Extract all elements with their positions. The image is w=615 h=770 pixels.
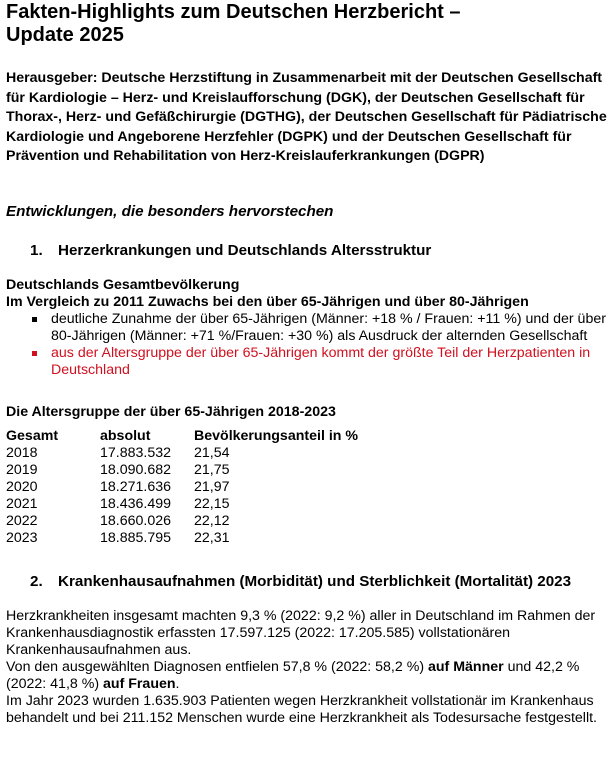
population-subheading: Deutschlands Gesamtbevölkerung (6, 276, 240, 293)
cell-year: 2018 (6, 444, 38, 461)
section-1-heading (6, 241, 611, 260)
gender-split-paragraph (6, 659, 611, 693)
cell-year: 2021 (6, 495, 38, 512)
patients-deaths-paragraph: Im Jahr 2023 wurden 1.635.903 Patienten wegen Herzkrankheit vollstationär im Krankenhaus behandelt und bei 211.152 Menschen wurde eine Herzkrankheit als Todesursache festgestellt. (6, 692, 597, 726)
table-row (6, 445, 358, 462)
title-line-1: Fakten-Highlights zum Deutschen Herzbericht – (6, 1, 461, 23)
cell-absolute: 18.885.795 (100, 529, 172, 546)
cell-absolute: 18.436.499 (100, 495, 172, 512)
cell-absolute: 18.271.636 (100, 478, 172, 495)
table-header-row (6, 428, 358, 445)
table-row (6, 479, 358, 496)
cell-year: 2023 (6, 529, 38, 546)
hospital-admissions-paragraph: Herzkrankheiten insgesamt machten 9,3 % (2022: 9,2 %) aller in Deutschland im Rahmen der Krankenhausdiagnostik erfassten 17.597.125 (2022: 17.205.585) vollstationären Krankenhausaufnahmen aus. (6, 607, 596, 658)
cell-year: 2022 (6, 512, 38, 529)
cell-share: 21,75 (194, 461, 230, 478)
age-table-title: Die Altersgruppe der über 65-Jährigen 2018-2023 (6, 403, 336, 420)
cell-share: 21,54 (194, 444, 230, 461)
cell-absolute: 18.090.682 (100, 461, 172, 478)
table-row (6, 462, 358, 479)
women-emphasis: auf Frauen (103, 675, 176, 692)
cell-share: 22,15 (194, 495, 230, 512)
age-group-table (6, 428, 358, 547)
gender-split-text: . (175, 675, 180, 692)
bullet-text: aus der Altersgruppe der über 65-Jährigen kommt der größte Teil der Herzpatienten in Deutschland (51, 344, 591, 378)
section-2-title: Krankenhausaufnahmen (Morbidität) und Sterblichkeit (Mortalität) 2023 (58, 572, 572, 590)
table-row (6, 513, 358, 530)
table-row (6, 496, 358, 513)
population-bullet-list (6, 311, 611, 379)
table-row (6, 530, 358, 547)
column-header-share: Bevölkerungsanteil in % (194, 427, 358, 444)
column-header-year: Gesamt (6, 427, 59, 444)
men-emphasis: auf Männer (428, 658, 504, 675)
publisher-statement: Herausgeber: Deutsche Herzstiftung in Zusammenarbeit mit der Deutschen Gesellschaft für Kardiologie – Herz- und Kreislaufforschung (DGK), der Deutschen Gesellschaft für Thorax-, Herz- und Gefäßchirurgie (DGTHG), der Deutschen Gesellschaft für Pädiatrische Kardiologie und Angeborene Herzfehler (DGPK) und der Deutschen Gesellschaft für Prävention und Rehabilitation von Herz-Kreislauferkrankungen (DGPR) (6, 70, 607, 165)
cell-year: 2020 (6, 478, 38, 495)
cell-absolute: 18.660.026 (100, 512, 172, 529)
bullet-text: deutliche Zunahme der über 65-Jährigen (Männer: +18 % / Frauen: +11 %) und der über 80-Jährigen (Männer: +71 %/Frauen: +30 %) als Ausdruck der alternden Gesellschaft (51, 310, 606, 344)
cell-share: 21,97 (194, 478, 230, 495)
section-1-title: Herzerkrankungen und Deutschlands Altersstruktur (58, 241, 432, 259)
gender-split-text: und 42,2 % (2022: 41,8 %) (6, 658, 580, 692)
title-line-2: Update 2025 (6, 24, 124, 46)
bullet-item-aging (6, 311, 611, 345)
section-2-number: 2. (30, 572, 43, 590)
section-2-body (6, 608, 611, 727)
section-1-number: 1. (30, 241, 43, 259)
column-header-absolute: absolut (100, 427, 151, 444)
document-title (6, 0, 611, 47)
section-2-heading (6, 572, 611, 591)
square-bullet-icon (32, 317, 37, 322)
cell-share: 22,31 (194, 529, 230, 546)
cell-share: 22,12 (194, 512, 230, 529)
document-page (6, 0, 611, 727)
comparison-subheading: Im Vergleich zu 2011 Zuwachs bei den über 65-Jährigen und über 80-Jährigen (6, 293, 529, 310)
gender-split-text: Von den ausgewählten Diagnosen entfielen 57,8 % (2022: 58,2 %) (6, 658, 428, 675)
cell-absolute: 17.883.532 (100, 444, 172, 461)
square-bullet-icon (32, 351, 37, 356)
section-intro-heading: Entwicklungen, die besonders hervorstechen (6, 202, 334, 220)
population-block (6, 277, 611, 379)
bullet-item-heart-patients (6, 345, 611, 379)
cell-year: 2019 (6, 461, 38, 478)
